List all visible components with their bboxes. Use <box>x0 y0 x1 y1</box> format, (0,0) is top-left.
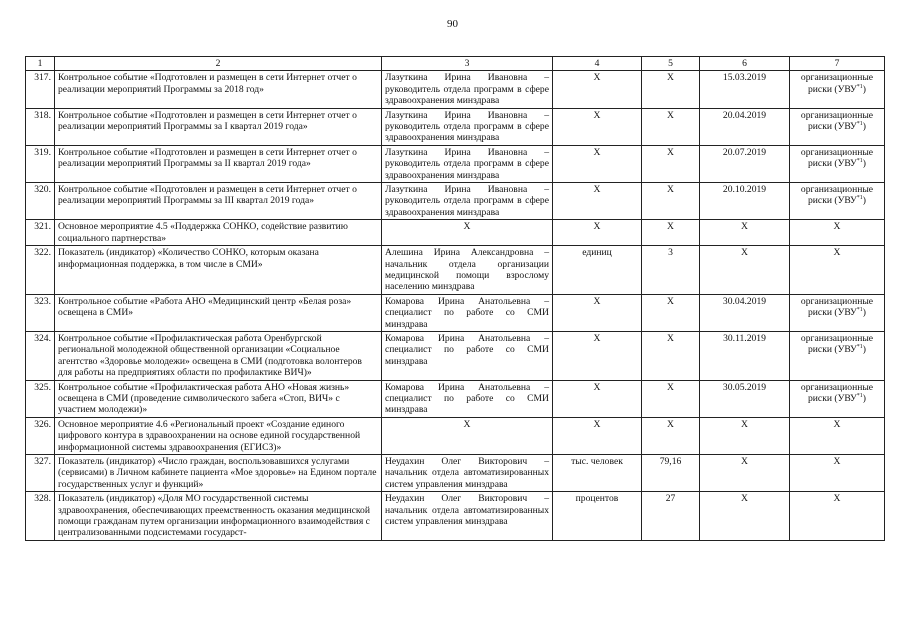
row-value: 79,16 <box>642 455 700 492</box>
risk-text: организационные риски (УВУ <box>800 72 874 95</box>
row-description: Контрольное событие «Подготовлен и размещен в сети Интернет отчет о реализации мероприятий Программы за I квартал 2019 года» <box>55 108 382 145</box>
row-unit: Х <box>553 220 642 246</box>
row-value: Х <box>642 380 700 417</box>
row-risks <box>790 246 885 295</box>
table-row <box>26 417 885 454</box>
header-cell: 6 <box>700 57 790 71</box>
risk-text: организационные риски (УВУ <box>800 184 874 207</box>
risk-text: организационные риски (УВУ <box>800 332 874 356</box>
risk-text: Х <box>833 493 841 505</box>
header-row <box>26 57 885 71</box>
risk-text-end: ) <box>862 307 866 319</box>
row-description: Основное мероприятие 4.6 «Региональный проект «Создание единого цифрового контура в здравоохранении на основе единой государственной информационной системы здравоохранения (ЕГИСЗ)» <box>55 417 382 454</box>
risk-text-end: ) <box>862 83 866 95</box>
header-cell: 5 <box>642 57 700 71</box>
table-row <box>26 220 885 246</box>
row-value: 3 <box>642 246 700 295</box>
row-deadline: Х <box>700 246 790 295</box>
risk-text-end: ) <box>862 344 866 356</box>
risk-text-end: ) <box>862 392 866 404</box>
row-deadline: 30.11.2019 <box>700 331 790 380</box>
program-table <box>25 56 885 541</box>
row-number: 328. <box>26 492 55 541</box>
row-responsible: Лазуткина Ирина Ивановна – руководитель отдела программ в сфере здравоохранения минздрава <box>382 108 553 145</box>
row-unit: Х <box>553 145 642 182</box>
row-risks <box>790 417 885 454</box>
row-number: 319. <box>26 145 55 182</box>
row-deadline: 20.04.2019 <box>700 108 790 145</box>
row-unit: тыс. человек <box>553 455 642 492</box>
row-responsible: Х <box>382 220 553 246</box>
row-unit: Х <box>553 294 642 331</box>
row-number: 325. <box>26 380 55 417</box>
table-row <box>26 492 885 541</box>
row-value: Х <box>642 417 700 454</box>
row-deadline: 20.10.2019 <box>700 183 790 220</box>
row-risks <box>790 71 885 108</box>
row-deadline: Х <box>700 492 790 541</box>
row-description: Показатель (индикатор) «Количество СОНКО, которым оказана информационная поддержка, в том числе в СМИ» <box>55 246 382 295</box>
row-number: 318. <box>26 108 55 145</box>
row-value: Х <box>642 331 700 380</box>
table-row <box>26 108 885 145</box>
row-number: 324. <box>26 331 55 380</box>
row-risks <box>790 220 885 246</box>
row-description: Контрольное событие «Подготовлен и размещен в сети Интернет отчет о реализации мероприятий Программы за III квартал 2019 года» <box>55 183 382 220</box>
row-responsible: Лазуткина Ирина Ивановна – руководитель отдела программ в сфере здравоохранения минздрава <box>382 145 553 182</box>
header-cell: 1 <box>26 57 55 71</box>
risk-text: организационные риски (УВУ <box>800 295 874 319</box>
risk-footnote-mark: *1 <box>856 306 863 313</box>
row-risks <box>790 492 885 541</box>
row-unit: Х <box>553 108 642 145</box>
row-responsible: Лазуткина Ирина Ивановна – руководитель отдела программ в сфере здравоохранения минздрава <box>382 71 553 108</box>
row-description: Показатель (индикатор) «Число граждан, воспользовавшихся услугами (сервисами) в Личном кабинете пациента «Мое здоровье» на Едином портале государственных услуг и функций» <box>55 455 382 492</box>
row-unit: единиц <box>553 246 642 295</box>
risk-text-end: ) <box>862 195 866 207</box>
row-description: Контрольное событие «Работа АНО «Медицинский центр «Белая роза» освещена в СМИ» <box>55 294 382 331</box>
risk-text: организационные риски (УВУ <box>800 146 874 170</box>
row-deadline: 30.04.2019 <box>700 294 790 331</box>
row-deadline: Х <box>700 455 790 492</box>
row-number: 327. <box>26 455 55 492</box>
risk-footnote-mark: *1 <box>856 120 863 127</box>
risk-footnote-mark: *1 <box>856 392 863 399</box>
table-row <box>26 183 885 220</box>
row-number: 320. <box>26 183 55 220</box>
row-value: Х <box>642 71 700 108</box>
row-risks <box>790 294 885 331</box>
row-description: Основное мероприятие 4.5 «Поддержка СОНКО, содействие развитию социального партнерства» <box>55 220 382 246</box>
row-risks <box>790 455 885 492</box>
row-deadline: 30.05.2019 <box>700 380 790 417</box>
row-responsible: Комарова Ирина Анатольевна – специалист по работе со СМИ минздрава <box>382 294 553 331</box>
row-risks <box>790 331 885 380</box>
row-description: Показатель (индикатор) «Доля МО государственной системы здравоохранения, обеспечивающих преемственность оказания медицинской помощи гражданам путем организации информационного взаимодействия с централизованными подсистемами государст- <box>55 492 382 541</box>
page-number: 90 <box>447 18 458 30</box>
row-risks <box>790 108 885 145</box>
table-row <box>26 71 885 108</box>
risk-text: Х <box>833 247 841 259</box>
row-unit: Х <box>553 71 642 108</box>
risk-text: Х <box>833 221 841 233</box>
row-responsible: Лазуткина Ирина Ивановна – руководитель отдела программ в сфере здравоохранения минздрава <box>382 183 553 220</box>
risk-text-end: ) <box>862 158 866 170</box>
row-number: 323. <box>26 294 55 331</box>
row-description: Контрольное событие «Профилактическая работа Оренбургской региональной молодежной общественной организации «Социальное агентство «Здоровье молодежи» освещена в СМИ (подготовка волонтеров для работы на предприятиях области по профилактике ВИЧ)» <box>55 331 382 380</box>
row-description: Контрольное событие «Профилактическая работа АНО «Новая жизнь» освещена в СМИ (проведение символического забега «Стоп, ВИЧ» с участием молодежи)» <box>55 380 382 417</box>
header-cell: 4 <box>553 57 642 71</box>
row-value: Х <box>642 220 700 246</box>
row-deadline: 15.03.2019 <box>700 71 790 108</box>
row-unit: Х <box>553 331 642 380</box>
row-responsible: Неудахин Олег Викторович – начальник отдела автоматизированных систем управления минздрава <box>382 455 553 492</box>
row-description: Контрольное событие «Подготовлен и размещен в сети Интернет отчет о реализации мероприятий Программы за II квартал 2019 года» <box>55 145 382 182</box>
risk-text: организационные риски (УВУ <box>800 381 874 404</box>
risk-footnote-mark: *1 <box>856 158 863 165</box>
risk-footnote-mark: *1 <box>856 195 863 202</box>
row-risks <box>790 145 885 182</box>
row-unit: Х <box>553 417 642 454</box>
table-row <box>26 294 885 331</box>
table-row <box>26 331 885 380</box>
header-cell: 3 <box>382 57 553 71</box>
row-description: Контрольное событие «Подготовлен и размещен в сети Интернет отчет о реализации мероприятий Программы за 2018 год» <box>55 71 382 108</box>
row-risks <box>790 380 885 417</box>
row-unit: процентов <box>553 492 642 541</box>
table-row <box>26 380 885 417</box>
risk-text-end: ) <box>862 121 866 133</box>
row-value: Х <box>642 145 700 182</box>
row-value: Х <box>642 294 700 331</box>
row-value: 27 <box>642 492 700 541</box>
row-value: Х <box>642 108 700 145</box>
row-number: 322. <box>26 246 55 295</box>
row-number: 317. <box>26 71 55 108</box>
table-row <box>26 145 885 182</box>
table-row <box>26 246 885 295</box>
risk-text: организационные риски (УВУ <box>800 109 874 133</box>
risk-footnote-mark: *1 <box>856 344 863 351</box>
row-responsible: Х <box>382 417 553 454</box>
row-value: Х <box>642 183 700 220</box>
row-responsible: Комарова Ирина Анатольевна – специалист по работе со СМИ минздрава <box>382 380 553 417</box>
header-cell: 7 <box>790 57 885 71</box>
row-unit: Х <box>553 183 642 220</box>
row-deadline: Х <box>700 220 790 246</box>
row-unit: Х <box>553 380 642 417</box>
row-number: 321. <box>26 220 55 246</box>
row-responsible: Алешина Ирина Александровна – начальник отдела организации медицинской помощи взрослому населению минздрава <box>382 246 553 295</box>
risk-text: Х <box>833 456 841 467</box>
row-deadline: Х <box>700 417 790 454</box>
row-risks <box>790 183 885 220</box>
header-cell: 2 <box>55 57 382 71</box>
risk-footnote-mark: *1 <box>856 83 863 90</box>
row-responsible: Комарова Ирина Анатольевна – специалист по работе со СМИ минздрава <box>382 331 553 380</box>
row-responsible: Неудахин Олег Викторович – начальник отдела автоматизированных систем управления минздрава <box>382 492 553 541</box>
row-number: 326. <box>26 417 55 454</box>
table-row <box>26 455 885 492</box>
risk-text: Х <box>833 418 841 430</box>
row-deadline: 20.07.2019 <box>700 145 790 182</box>
